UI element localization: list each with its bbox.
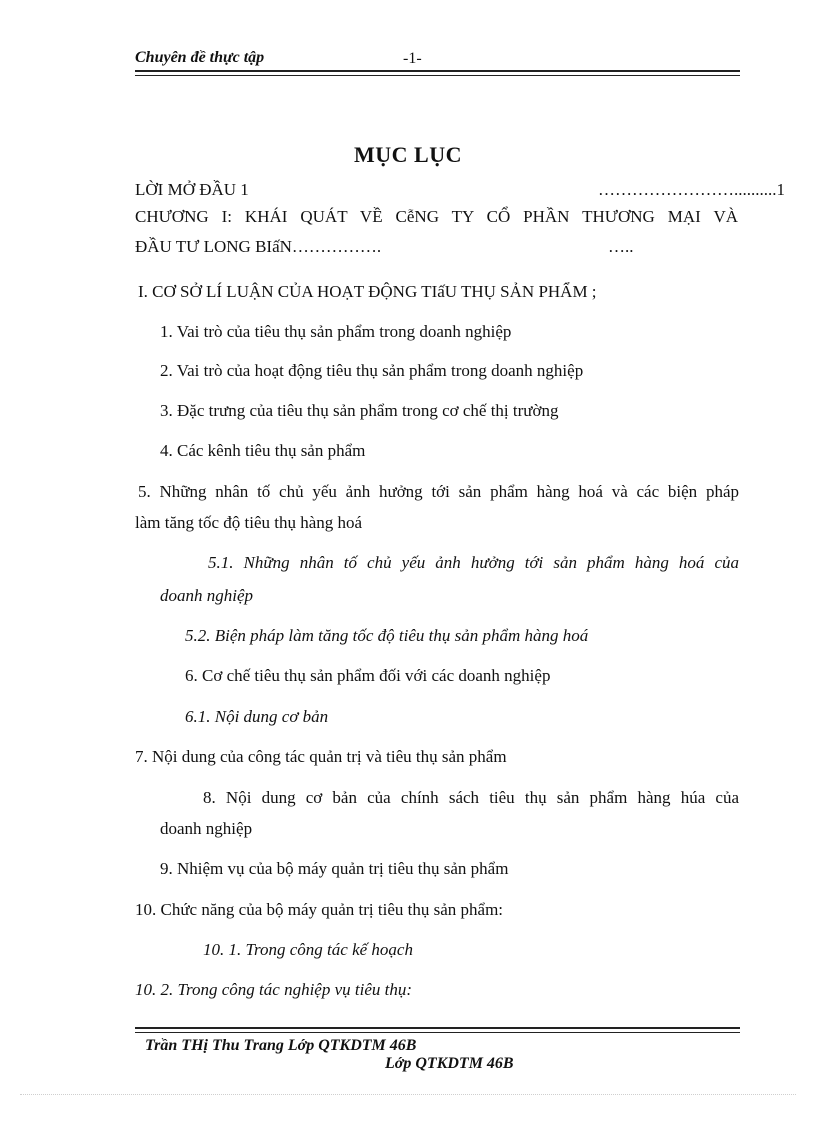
toc-item-5-2: 5.2. Biện pháp làm tăng tốc độ tiêu thụ sản phẩm hàng hoá (185, 626, 589, 645)
header-rule (135, 70, 740, 76)
toc-item-10-2: 10. 2. Trong công tác nghiệp vụ tiêu thụ: (135, 980, 413, 999)
toc-item-8-line1: 8. Nội dung cơ bản của chính sách tiêu thụ sản phẩm hàng húa của (203, 788, 739, 807)
toc-item-8-line2: doanh nghiệp (160, 819, 253, 838)
toc-intro-leader: ……………………..........1 (598, 180, 785, 199)
toc-item-10-1: 10. 1. Trong công tác kế hoạch (203, 940, 413, 959)
toc-item-1: 1. Vai trò của tiêu thụ sản phẩm trong doanh nghiệp (160, 322, 512, 341)
toc-item-9: 9. Nhiệm vụ của bộ máy quản trị tiêu thụ sản phẩm (160, 859, 509, 878)
toc-chapter1-line2: ĐẦU TƯ LONG BIấN……………. (135, 237, 382, 256)
page-number: -1- (403, 50, 422, 67)
toc-item-5-line2: làm tăng tốc độ tiêu thụ hàng hoá (135, 513, 363, 532)
toc-chapter1-line1: CHƯƠNG I: KHÁI QUÁT VỀ CễNG TY CỔ PHẦN THƯƠNG MẠI VÀ (135, 207, 738, 226)
footer-author: Trần THị Thu Trang Lớp QTKDTM 46B (145, 1037, 417, 1054)
toc-section-I: I. CƠ SỞ LÍ LUẬN CỦA HOẠT ĐỘNG TIấU THỤ SẢN PHẨM ; (138, 282, 597, 301)
toc-item-4: 4. Các kênh tiêu thụ sản phẩm (160, 441, 366, 460)
toc-item-6: 6. Cơ chế tiêu thụ sản phẩm đối với các doanh nghiệp (185, 666, 551, 685)
toc-item-10: 10. Chức năng của bộ máy quản trị tiêu thụ sản phẩm: (135, 900, 504, 919)
toc-item-5-line1: 5. Những nhân tố chủ yếu ảnh hưởng tới sản phẩm hàng hoá và các biện pháp (138, 482, 739, 501)
header-title: Chuyên đề thực tập (135, 49, 265, 66)
toc-item-6-1: 6.1. Nội dung cơ bản (185, 707, 329, 726)
toc-item-7: 7. Nội dung của công tác quản trị và tiêu thụ sản phẩm (135, 747, 507, 766)
toc-item-5-1-line1: 5.1. Những nhân tố chủ yếu ảnh hưởng tới sản phẩm hàng hoá của (208, 553, 739, 572)
toc-item-3: 3. Đặc trưng của tiêu thụ sản phẩm trong cơ chế thị trường (160, 401, 559, 420)
toc-item-5-1-line2: doanh nghiệp (160, 586, 254, 605)
page-title: MỤC LỤC (354, 142, 462, 167)
footer-class: Lớp QTKDTM 46B (385, 1055, 514, 1072)
toc-chapter1-leader: ….. (608, 237, 634, 256)
footer-rule (135, 1027, 740, 1033)
toc-intro-label: LỜI MỞ ĐẦU 1 (135, 180, 249, 199)
toc-item-2: 2. Vai trò của hoạt động tiêu thụ sản phẩm trong doanh nghiệp (160, 361, 584, 380)
page-bottom-divider (20, 1094, 796, 1095)
